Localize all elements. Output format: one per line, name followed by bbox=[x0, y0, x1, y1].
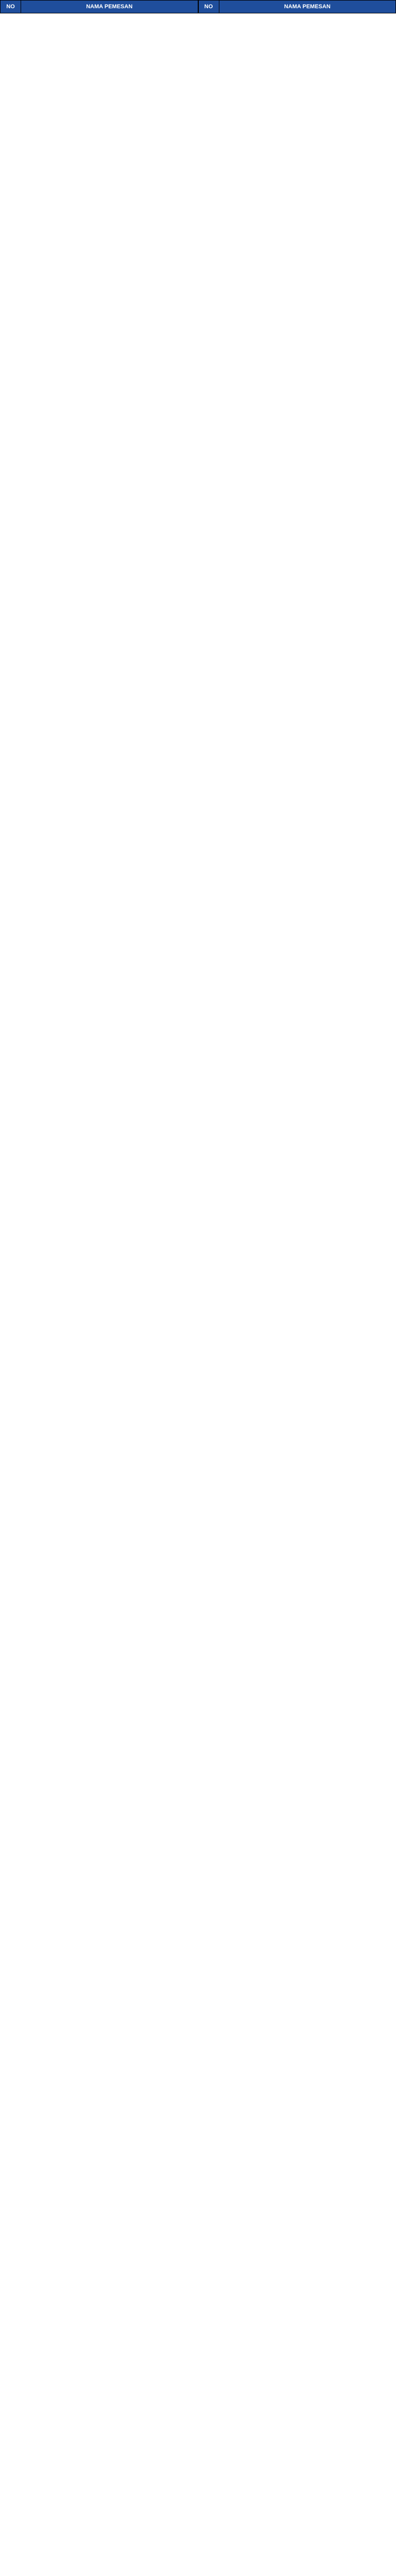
left-table bbox=[0, 0, 198, 13]
order-sheet bbox=[0, 0, 396, 13]
header-name: NAMA PEMESAN bbox=[21, 1, 198, 13]
header-name: NAMA PEMESAN bbox=[219, 1, 396, 13]
header-no: NO bbox=[1, 1, 21, 13]
header-row bbox=[1, 1, 198, 13]
right-table bbox=[198, 0, 396, 13]
header-no: NO bbox=[198, 1, 219, 13]
header-row bbox=[198, 1, 396, 13]
